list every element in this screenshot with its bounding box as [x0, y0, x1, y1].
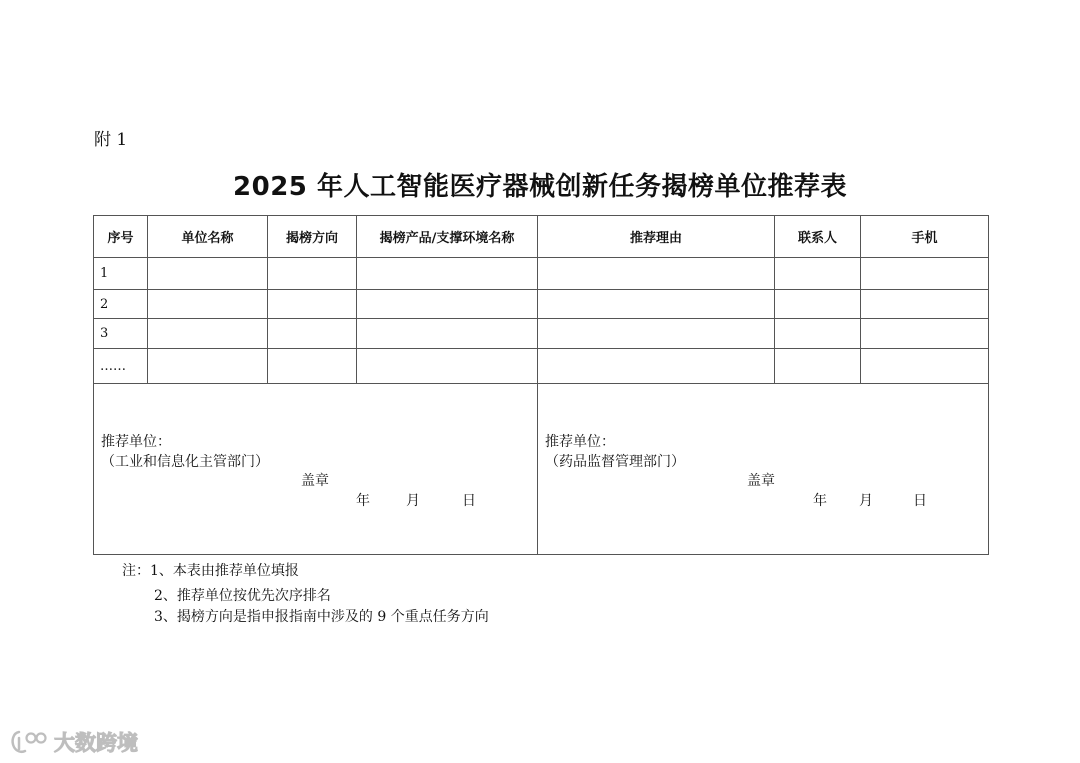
attachment-label: 附 1 [94, 130, 128, 150]
watermark [10, 728, 138, 756]
cell-contact[interactable] [775, 290, 861, 319]
header-phone: 手机 [861, 216, 989, 258]
header-index: 序号 [94, 216, 148, 258]
signature-row [94, 384, 989, 555]
left-seal-label: 盖章 [301, 473, 329, 489]
row-index: 1 [94, 258, 148, 290]
left-date-line [356, 490, 476, 510]
signature-right [538, 384, 989, 555]
note-item: 注：1、本表由推荐单位填报 [122, 563, 299, 579]
left-month-label: 月 [406, 493, 420, 509]
note-item: 2、推荐单位按优先次序排名 [154, 588, 331, 604]
cell-unit-name[interactable] [148, 349, 268, 384]
note-item: 3、揭榜方向是指申报指南中涉及的 9 个重点任务方向 [154, 609, 489, 625]
form-title: 2025 年人工智能医疗器械创新任务揭榜单位推荐表 [233, 172, 847, 202]
left-day-label: 日 [462, 493, 476, 509]
signature-left [94, 384, 538, 555]
left-recommender-label: 推荐单位： [101, 434, 171, 450]
table-row [94, 349, 989, 384]
row-index: 3 [94, 319, 148, 349]
cell-product-name[interactable] [357, 319, 538, 349]
table-row [94, 258, 989, 290]
cell-unit-name[interactable] [148, 290, 268, 319]
table-header-row [94, 216, 989, 258]
header-unit-name: 单位名称 [148, 216, 268, 258]
right-seal-label: 盖章 [747, 473, 775, 489]
cell-phone[interactable] [861, 258, 989, 290]
cell-reason[interactable] [538, 290, 775, 319]
right-date-line [813, 490, 927, 510]
cell-contact[interactable] [775, 319, 861, 349]
watermark-text: 大数跨境 [54, 731, 138, 755]
recommendation-table [93, 215, 989, 555]
left-recommender-org: （工业和信息化主管部门） [101, 454, 269, 470]
table-row [94, 290, 989, 319]
cell-reason[interactable] [538, 349, 775, 384]
cell-contact[interactable] [775, 258, 861, 290]
right-recommender-label: 推荐单位： [545, 434, 615, 450]
right-day-label: 日 [913, 493, 927, 509]
cell-unit-name[interactable] [148, 258, 268, 290]
cell-product-name[interactable] [357, 290, 538, 319]
brand-logo-icon [10, 729, 50, 755]
table-row [94, 319, 989, 349]
cell-unit-name[interactable] [148, 319, 268, 349]
cell-phone[interactable] [861, 349, 989, 384]
header-reason: 推荐理由 [538, 216, 775, 258]
left-year-label: 年 [356, 493, 370, 509]
cell-contact[interactable] [775, 349, 861, 384]
cell-product-name[interactable] [357, 349, 538, 384]
cell-reason[interactable] [538, 258, 775, 290]
row-index: 2 [94, 290, 148, 319]
header-product-name: 揭榜产品/支撑环境名称 [357, 216, 538, 258]
header-contact: 联系人 [775, 216, 861, 258]
header-direction: 揭榜方向 [268, 216, 357, 258]
cell-reason[interactable] [538, 319, 775, 349]
cell-phone[interactable] [861, 319, 989, 349]
cell-direction[interactable] [268, 290, 357, 319]
cell-direction[interactable] [268, 258, 357, 290]
cell-direction[interactable] [268, 349, 357, 384]
right-month-label: 月 [859, 493, 873, 509]
right-year-label: 年 [813, 493, 827, 509]
right-recommender-org: （药品监督管理部门） [545, 454, 685, 470]
row-index: …… [94, 349, 148, 384]
cell-phone[interactable] [861, 290, 989, 319]
cell-product-name[interactable] [357, 258, 538, 290]
cell-direction[interactable] [268, 319, 357, 349]
